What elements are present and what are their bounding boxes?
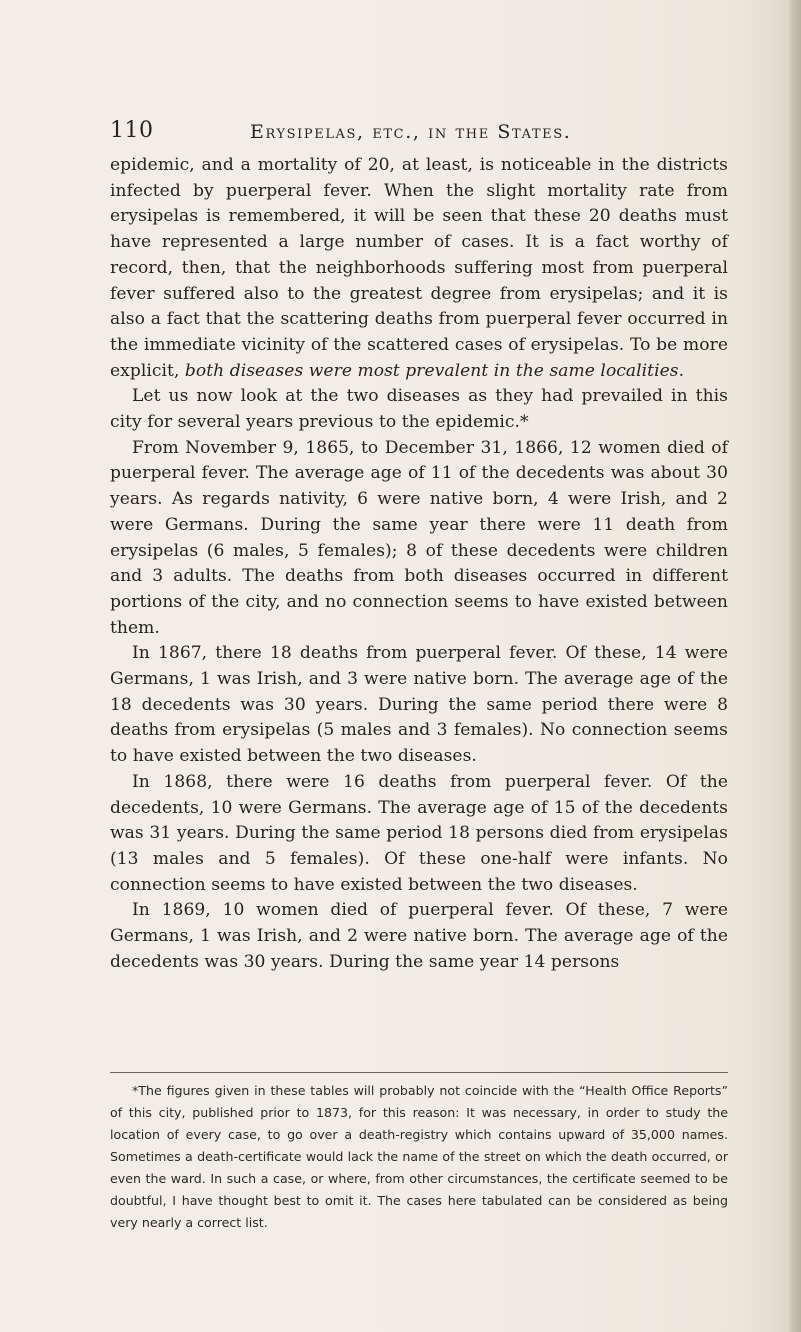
paragraph: In 1869, 10 women died of puerperal fever. Of these, 7 were Germans, 1 was Irish, and 2 were native born. The average age of the decedents was 30 years. During the same year 14 persons — [110, 900, 728, 972]
emphasized-text: both diseases were most prevalent in the same localities. — [184, 360, 685, 381]
body-text — [110, 153, 728, 976]
paragraph: In 1868, there were 16 deaths from puerperal fever. Of the decedents, 10 were Germans. The average age of 15 of the decedents was 31 years. During the same period 18 persons died from erysipelas (13 males and 5 females). Of these one-half were infants. No connection seems to have existed between the two diseases. — [110, 771, 728, 895]
page-header — [110, 118, 670, 148]
footnote-divider — [110, 1072, 728, 1073]
page-number: 110 — [110, 118, 154, 143]
paragraph — [110, 153, 728, 384]
running-title: Erysipelas, etc., in the States. — [250, 121, 572, 143]
paragraph: From November 9, 1865, to December 31, 1866, 12 women died of puerperal fever. The average age of 11 of the decedents was about 30 years. As regards nativity, 6 were native born, 4 were Irish, and 2 were Germans. During the same year there were 11 death from erysipelas (6 males, 5 females); 8 of these decedents were children and 3 adults. The deaths from both diseases occurred in different portions of the city, and no connection seems to have existed between them. — [110, 437, 728, 638]
footnote-text: *The figures given in these tables will probably not coincide with the “Health Office Reports” of this city, published prior to 1873, for this reason: It was necessary, in order to study the location of every case, to go over a death-registry which contains upward of 35,000 names. Sometimes a death-certificate would lack the name of the street on which the death occurred, or even the ward. In such a case, or where, from other circumstances, the certificate seemed to be doubtful, I have thought best to omit it. The cases here tabulated can be considered as being very nearly a correct list. — [110, 1083, 728, 1230]
paragraph: Let us now look at the two diseases as they had prevailed in this city for several years previous to the epidemic.* — [110, 386, 728, 433]
page-edge-shadow — [787, 0, 801, 1332]
paragraph: In 1867, there 18 deaths from puerperal fever. Of these, 14 were Germans, 1 was Irish, and 3 were native born. The average age of the 18 decedents was 30 years. During the same period there were 8 deaths from erysipelas (5 males and 3 females). No connection seems to have existed between the two diseases. — [110, 643, 728, 767]
footnote — [110, 1080, 728, 1234]
paragraph-text: epidemic, and a mortality of 20, at least, is noticeable in the districts infected by puerperal fever. When the slight mortality rate from erysipelas is remembered, it will be seen that these 20 deaths must have represented a large number of cases. It is a fact worthy of record, then, that the neighborhoods suffering most from puerperal fever suffered also to the greatest degree from erysipelas; and it is also a fact that the scattering deaths from puerperal fever occurred in the immediate vicinity of the scattered cases of erysipelas. To be more explicit, — [110, 155, 728, 381]
